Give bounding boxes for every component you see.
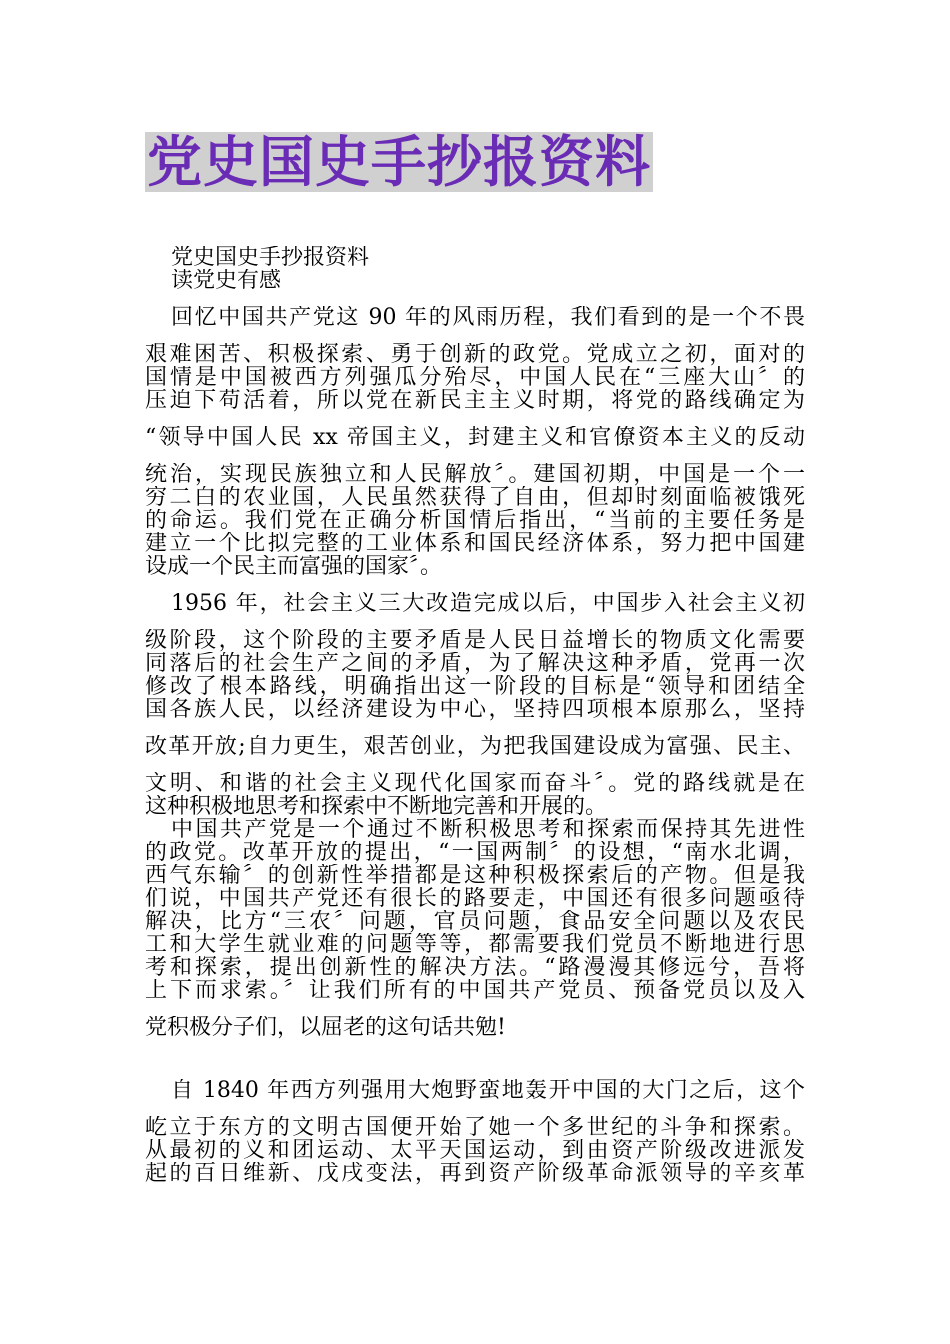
text-line: 屹立于东方的文明古国便开始了她一个多世纪的斗争和探索。 bbox=[145, 1116, 805, 1139]
text-line: 设成一个民主而富强的国家〞。 bbox=[145, 555, 443, 578]
text-line: 回忆中国共产党这 90 年的风雨历程，我们看到的是一个不畏 bbox=[171, 306, 805, 329]
text-line: 党史国史手抄报资料 bbox=[171, 246, 370, 269]
document-body bbox=[145, 246, 805, 1185]
document-title: 党史国史手抄报资料 bbox=[147, 130, 652, 194]
text-line: 穷二白的农业国，人民虽然获得了自由，但却时刻面临被饿死 bbox=[145, 486, 805, 509]
text-line: 工和大学生就业难的问题等等，都需要我们党员不断地进行思 bbox=[145, 933, 805, 956]
text-line: 这种积极地思考和探索中不断地完善和开展的。 bbox=[145, 795, 608, 818]
text-line: 级阶段，这个阶段的主要矛盾是人民日益增长的物质文化需要 bbox=[145, 629, 805, 652]
text-line: 自 1840 年西方列强用大炮野蛮地轰开中国的大门之后，这个 bbox=[171, 1079, 805, 1102]
text-line: 上下而求索。〞让我们所有的中国共产党员、预备党员以及入 bbox=[145, 979, 805, 1002]
text-line: 文明、和谐的社会主义现代化国家而奋斗〞。党的路线就是在 bbox=[145, 772, 805, 795]
text-line: 国情是中国被西方列强瓜分殆尽，中国人民在“三座大山〞的 bbox=[145, 366, 805, 389]
text-line: 的命运。我们党在正确分析国情后指出，“当前的主要任务是 bbox=[145, 509, 805, 532]
text-line: 国各族人民，以经济建设为中心，坚持四项根本原那么，坚持 bbox=[145, 698, 805, 721]
text-line: 读党史有感 bbox=[171, 269, 282, 292]
text-line: 中国共产党是一个通过不断积极思考和探索而保持其先进性 bbox=[171, 818, 805, 841]
text-line: 党积极分子们，以屈老的这句话共勉! bbox=[145, 1016, 506, 1039]
text-line: 压迫下苟活着，所以党在新民主主义时期，将党的路线确定为 bbox=[145, 389, 805, 412]
text-line: 的政党。改革开放的提出，“一国两制〞的设想，“南水北调， bbox=[145, 841, 805, 864]
text-line: 1956 年，社会主义三大改造完成以后，中国步入社会主义初 bbox=[171, 592, 805, 615]
text-line: 西气东输〞的创新性举措都是这种积极探索后的产物。但是我 bbox=[145, 864, 805, 887]
text-line: 统治，实现民族独立和人民解放〞。建国初期，中国是一个一 bbox=[145, 463, 805, 486]
text-line: 解决，比方“三农〞问题，官员问题，食品安全问题以及农民 bbox=[145, 910, 805, 933]
text-line: 考和探索，提出创新性的解决方法。“路漫漫其修远兮，吾将 bbox=[145, 956, 805, 979]
text-line: 修改了根本路线，明确指出这一阶段的目标是“领导和团结全 bbox=[145, 675, 805, 698]
text-line: 起的百日维新、戊戌变法，再到资产阶级革命派领导的辛亥革 bbox=[145, 1162, 805, 1185]
text-line: 艰难困苦、积极探索、勇于创新的政党。党成立之初，面对的 bbox=[145, 343, 805, 366]
text-line: 从最初的义和团运动、太平天国运动，到由资产阶级改进派发 bbox=[145, 1139, 805, 1162]
text-line: 改革开放;自力更生，艰苦创业，为把我国建设成为富强、民主、 bbox=[145, 735, 805, 758]
text-line: “领导中国人民 xx 帝国主义，封建主义和官僚资本主义的反动 bbox=[145, 426, 805, 449]
text-line: 建立一个比拟完整的工业体系和国民经济体系，努力把中国建 bbox=[145, 532, 805, 555]
text-line: 同落后的社会生产之间的矛盾，为了解决这种矛盾，党再一次 bbox=[145, 652, 805, 675]
text-line: 们说，中国共产党还有很长的路要走，中国还有很多问题亟待 bbox=[145, 887, 805, 910]
